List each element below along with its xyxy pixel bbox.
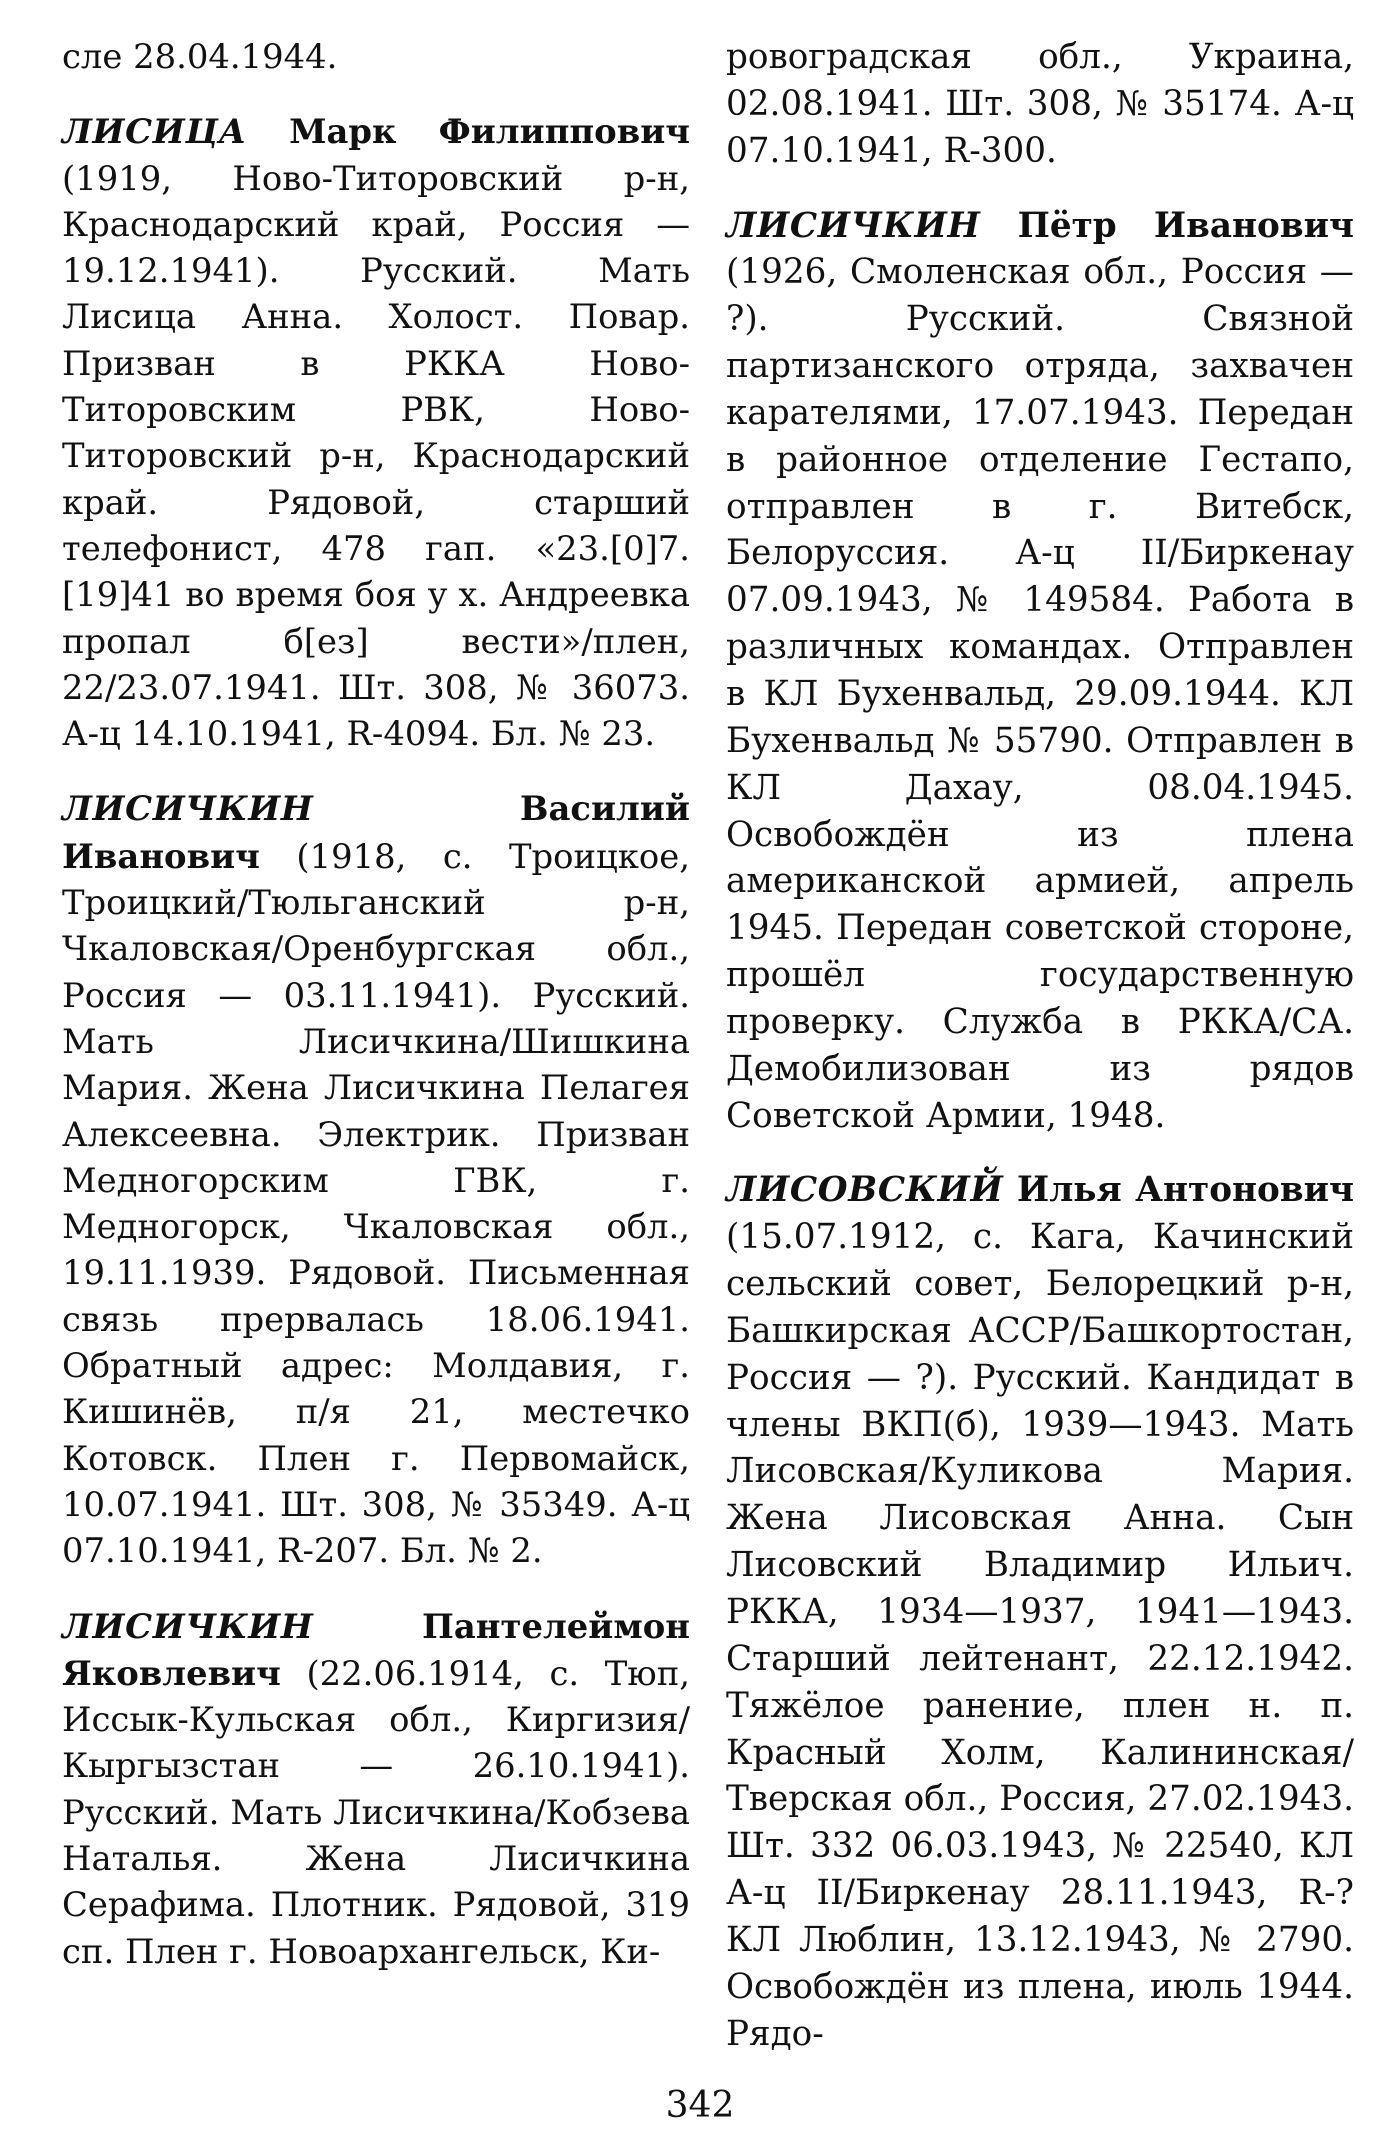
entry-name [62,111,690,151]
entry-name [726,206,1354,246]
biographical-entry [726,1167,1354,2057]
biographical-entry [62,108,690,757]
entry-given-name: Василий Иванович [62,788,690,876]
entry-given-name: Марк Филиппович [289,111,690,152]
entry-surname: ЛИСИЧКИН [726,205,981,246]
entry-text: (1918, с. Троицкое, Троицкий/Тюльганский р-н, Чкаловская/Оренбургская обл., Россия — 03.11.1941). Русский. Мать Лисичкина/Шишкина Мария. Жена Лисичкина Пелагея Алексеевна. Электрик. Призван Медногорским ГВК, г. Медногорск, Чкаловская обл., 19.11.1939. Рядовой. Письменная связь прервалась 18.06.1941. Обратный адрес: Молдавия, г. Кишинёв, п/я 21, местечко Котовск. Плен г. Первомайск, 10.07.1941. Шт. 308, № 35349. А-ц 07.10.1941, R-207. Бл. № 2. [62,836,690,1571]
page-number: 342 [665,2085,735,2126]
entry-text: (1926, Смоленская обл., Россия — ?). Русский. Связной партизанского отряда, захвачен карателями, 17.07.1943. Передан в районное отделение Гестапо, отправлен в г. Витебск, Белоруссия. А-ц II/Биркенау 07.09.1943, № 149584. Работа в различных командах. Отправлен в КЛ Бухенвальд, 29.09.1944. КЛ Бухенвальд № 55790. Отправлен в КЛ Дахау, 08.04.1945. Освобождён из плена американской армией, апрель 1945. Передан советской стороне, прошёл государственную проверку. Служба в РККА/СА. Демобилизован из рядов Советской Армии, 1948. [726,252,1354,1136]
continuation-text: ровоградская обл., Украина, 02.08.1941. Шт. 308, № 35174. А-ц 07.10.1941, R-300. [726,37,1354,171]
entry-text: (15.07.1912, с. Кага, Качинский сельский совет, Белорецкий р-н, Башкирская АССР/Башкортостан, Россия — ?). Русский. Кандидат в члены ВКП(б), 1939—1943. Мать Лисовская/Куликова Мария. Жена Лисовская Анна. Сын Лисовский Владимир Ильич. РККА, 1934—1937, 1941—1943. Старший лейтенант, 22.12.1942. Тяжёлое ранение, плен н. п. Красный Холм, Калининская/Тверская обл., Россия, 27.02.1943. Шт. 332 06.03.1943, № 22540, КЛ А-ц II/Биркенау 28.11.1943, R-? КЛ Люблин, 13.12.1943, № 2790. Освобождён из плена, июль 1944. Рядо- [726,1217,1354,2054]
biographical-entry [726,203,1354,1140]
left-column [62,34,690,1975]
entry-text: (1919, Ново-Титоровский р-н, Краснодарский край, Россия — 19.12.1941). Русский. Мать Лисица Анна. Холост. Повар. Призван в РККА Ново-Титоровским РВК, Ново-Титоровский р-н, Краснодарский край. Рядовой, старший телефонист, 478 гап. «23.[0]7.[19]41 во время боя у х. Андреевка пропал б[ез] вести»/плен, 22/23.07.1941. Шт. 308, № 36073. А-ц 14.10.1941, R-4094. Бл. № 23. [62,158,690,754]
entry-given-name: Пантелеймон Яковлевич [62,1605,690,1693]
entry-name [726,1170,1354,1210]
biographical-entry [62,1603,690,1975]
entry-given-name: Пётр Иванович [1017,205,1354,246]
biographical-entry [62,785,690,1574]
right-column [726,34,1354,2057]
entry-surname: ЛИСИЧКИН [62,788,314,829]
entry-text: (22.06.1914, с. Тюп, Иссык-Кульская обл., Киргизия/Кыргызстан — 26.10.1941). Русский. Мать Лисичкина/Кобзева Наталья. Жена Лисичкина Серафима. Плотник. Рядовой, 319 сп. Плен г. Новоархангельск, Ки- [62,1653,691,1971]
entry-surname: ЛИСИЧКИН [62,1605,314,1646]
entry-surname: ЛИСИЦА [62,111,247,152]
entry-surname: ЛИСОВСКИЙ [726,1170,1004,1211]
entry-given-name: Илья Антонович [1016,1170,1354,1211]
continuation-text: сле 28.04.1944. [62,37,338,76]
